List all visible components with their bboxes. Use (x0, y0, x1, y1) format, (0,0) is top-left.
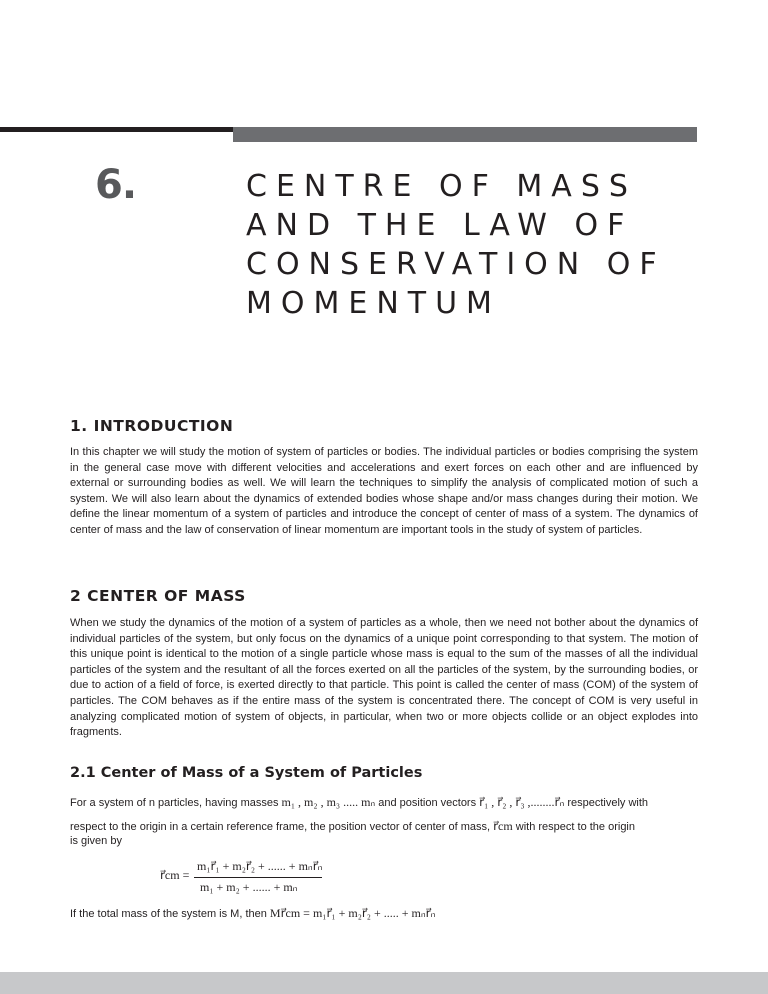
chapter-title-line: MOMENTUM (246, 286, 501, 321)
chapter-number: 6. (95, 162, 137, 208)
text-line: If the total mass of the system is M, then Mr⃗cm = m₁r⃗₁ + m₂r⃗₂ + ..... + mₙr⃗ₙ (70, 906, 436, 920)
equation-denominator: m₁ + m₂ + ...... + mₙ (200, 880, 298, 894)
footer-bar (0, 972, 768, 994)
center-of-mass-paragraph: When we study the dynamics of the motion of a system of particles as a whole, then we need not bother about the dynamics of individual particles of the system, but only focus on the dynamics of a unique point corresponding to that system. The motion of this unique point is identical to the motion of a single particle whose mass is equal to the sum of the masses of all the individual particles of the system and the resultant of all the forces exerted on all the particles of the system, by the surrounding bodies, or due to action of a field of force, is exerted directly to that particle. This point is called the center of mass (COM) of the system of particles. The COM behaves as if the entire mass of the system is concentrated there. The concept of COM is very useful in analyzing complicated motion of system of objects, in particular, when two or more objects collide or an object explodes into fragments. (70, 617, 698, 739)
text-line: is given by (70, 835, 122, 847)
introduction-paragraph: In this chapter we will study the motion of system of particles or bodies. The individual particles or bodies comprising the system in the general case move with different velocities and accelerations and exert forces on each other and are influenced by external or surrounding bodies as well. We will learn the techniques to simplify the analysis of complicated motion of such a system. We will also learn about the dynamics of extended bodies whose shape and/or mass changes during their motion. We define the linear momentum of a system of particles and introduce the concept of center of mass of a system. The dynamics of center of mass and the law of conservation of linear momentum are important tools in the study of system of particles. (70, 446, 698, 536)
chapter-title-line: CONSERVATION OF (246, 247, 666, 282)
section-heading-center-of-mass: 2 CENTER OF MASS (70, 587, 246, 605)
fraction-bar (194, 877, 322, 878)
section-heading-introduction: 1. INTRODUCTION (70, 417, 234, 435)
header-rule-dark (0, 127, 233, 132)
text-line: For a system of n particles, having masses m₁ , m₂ , m₃ ..... mₙ and position vectors r⃗₁ , r⃗₂ , r⃗₃ ,........r⃗ₙ respectively with (70, 795, 649, 809)
position-vectors-expression: r⃗₁ , r⃗₂ , r⃗₃ ,........r⃗ₙ (479, 795, 565, 809)
chapter-title-line: CENTRE OF MASS (246, 169, 637, 204)
equation-lhs: r⃗cm = (160, 868, 190, 882)
total-mass-equation: Mr⃗cm = m₁r⃗₁ + m₂r⃗₂ + ..... + mₙr⃗ₙ (269, 906, 436, 920)
masses-expression: m₁ , m₂ , m₃ ..... mₙ (281, 795, 376, 809)
chapter-title (246, 167, 706, 323)
subsection-heading-system-of-particles: 2.1 Center of Mass of a System of Particles (70, 765, 423, 781)
chapter-title-line: AND THE LAW OF (246, 208, 634, 243)
equation-numerator: m₁r⃗₁ + m₂r⃗₂ + ...... + mₙr⃗ₙ (197, 859, 323, 873)
header-rule-gray (233, 127, 697, 142)
rcm-symbol: r⃗cm (493, 819, 513, 833)
text-line: respect to the origin in a certain reference frame, the position vector of center of mass, r⃗cm with respect to the origin (70, 819, 635, 833)
